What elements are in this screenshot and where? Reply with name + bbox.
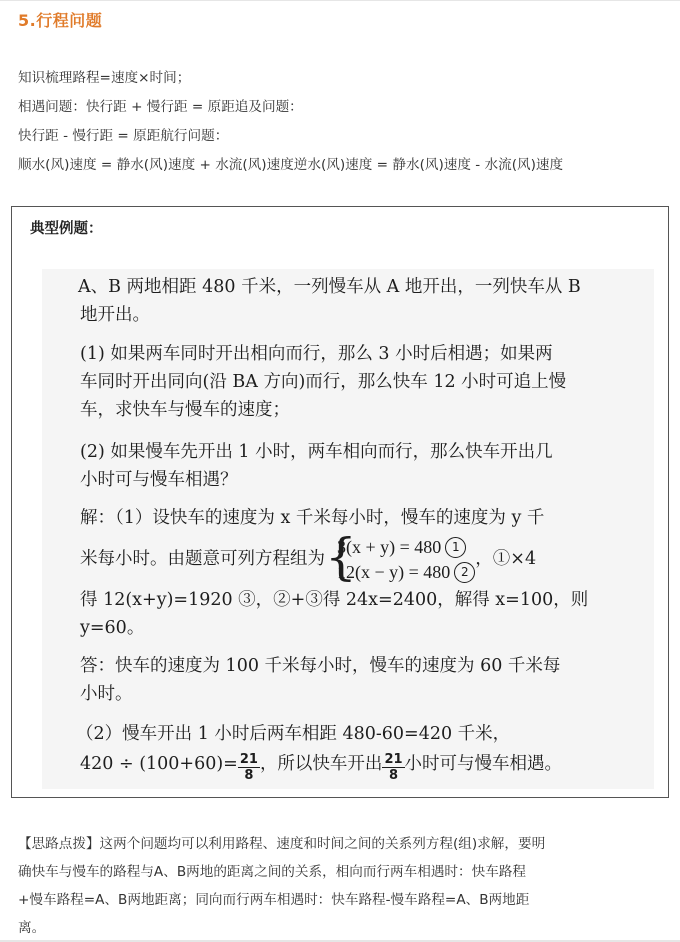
brace-icon: {	[325, 527, 357, 586]
solution-line: y=60。	[80, 618, 145, 638]
top-divider	[0, 0, 680, 1]
solution-2-line: （2）慢车开出 1 小时后两车相距 480-60=420 千米，	[76, 724, 511, 744]
fraction: $\frac{21}{8}$	[239, 752, 258, 783]
solution-line: 解：（1）设快车的速度为 x 千米每小时，慢车的速度为 y 千	[80, 508, 545, 528]
equation-system	[325, 527, 475, 586]
knowledge-summary	[18, 64, 680, 180]
fraction: $\frac{21}{8}$	[384, 752, 403, 783]
question-2-line: (2) 如果慢车先开出 1 小时，两车相向而行，那么快车开出几	[80, 442, 553, 462]
section-heading: 5.行程问题	[18, 11, 103, 30]
intro-line-meeting: 相遇问题：快行距 + 慢行距 = 原距追及问题：	[18, 99, 303, 115]
solution-2-fraction-line: 420 ÷ (100+60)= $\frac{21}{8}$ ，所以快车开出 $\frac{21}{8}$ 小时可与慢车相遇。	[80, 752, 563, 783]
solution-text: ，①×4	[475, 549, 537, 569]
problem-line: A、B 两地相距 480 千米，一列慢车从 A 地开出，一列快车从 B	[78, 277, 581, 297]
intro-line-formula: 知识梳理路程=速度×时间；	[18, 70, 191, 86]
circled-number: 1	[445, 537, 466, 558]
solution-text: 米每小时。由题意可列方程组为	[80, 549, 325, 569]
question-1-line: (1) 如果两车同时开出相向而行，那么 3 小时后相遇；如果两	[80, 344, 553, 364]
answer-line: 答：快车的速度为 100 千米每小时，慢车的速度为 60 千米每	[80, 656, 561, 676]
solution-line: 得 12(x+y)=1920 ③，②+③得 24x=2400，解得 x=100，则	[80, 590, 589, 610]
solution-equation-line	[80, 527, 537, 587]
analysis-paragraph	[18, 830, 680, 942]
intro-line-navigation: 顺水(风)速度 = 静水(风)速度 + 水流(风)速度逆水(风)速度 = 静水(风)速度 - 水流(风)速度	[18, 157, 564, 173]
equation-1: 3(x + y) = 480 1	[325, 535, 475, 560]
intro-line-chasing: 快行距 - 慢行距 = 原距航行问题：	[18, 128, 229, 144]
question-2-line: 小时可与慢车相遇？	[80, 470, 238, 490]
circled-number: 2	[454, 562, 475, 583]
analysis-line: 确快车与慢车的路程与A、B两地的距离之间的关系，相向而行两车相遇时：快车路程	[18, 864, 526, 880]
problem-image	[42, 269, 654, 789]
equation-2: 12(x − y) = 480 2	[325, 560, 475, 585]
problem-line: 地开出。	[80, 305, 150, 325]
analysis-line: +慢车路程=A、B两地距离；同向而行两车相遇时：快车路程-慢车路程=A、B两地距	[18, 892, 530, 908]
analysis-line: 【思路点拨】这两个问题均可以利用路程、速度和时间之间的关系列方程(组)求解，要明	[18, 836, 546, 852]
example-box	[11, 206, 669, 798]
answer-line: 小时。	[80, 684, 133, 704]
question-1-line: 车，求快车与慢车的速度；	[80, 400, 290, 420]
question-1-line: 车同时开出同向(沿 BA 方向)而行，那么快车 12 小时可追上慢	[80, 372, 567, 392]
analysis-line: 离。	[18, 920, 46, 936]
example-title: 典型例题：	[30, 221, 103, 237]
